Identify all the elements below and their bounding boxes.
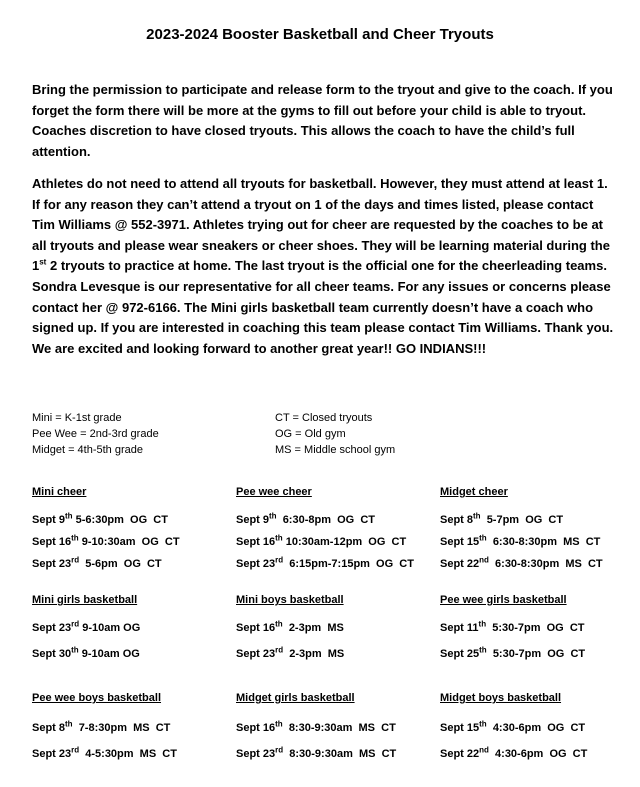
schedule-date-suffix: rd (71, 619, 80, 629)
legend-item: Mini = K-1st grade (32, 412, 122, 424)
schedule-time-location: 6:15pm-7:15pm OG CT (283, 558, 414, 570)
schedule-title: Midget girls basketball (236, 692, 355, 704)
schedule-date: Sept 25 (440, 648, 480, 660)
schedule-date-suffix: th (275, 619, 283, 629)
schedule-row (440, 511, 564, 526)
page-title: 2023-2024 Booster Basketball and Cheer Tryouts (146, 26, 494, 43)
schedule-date: Sept 23 (236, 558, 276, 570)
schedule-title: Mini boys basketball (236, 594, 344, 606)
schedule-row (440, 745, 588, 760)
schedule-date-suffix: th (65, 719, 73, 729)
schedule-time-location: 6:30-8:30pm MS CT (488, 558, 603, 570)
schedule-pee-wee-girls-basketball (440, 594, 640, 660)
schedule-date: Sept 15 (440, 722, 480, 734)
schedule-date-suffix: th (275, 533, 283, 543)
schedule-time-location: 8:30-9:30am MS CT (282, 722, 396, 734)
schedule-date-suffix: th (479, 645, 487, 655)
schedule-date: Sept 16 (236, 536, 276, 548)
schedule-time-location: 8:30-9:30am MS CT (283, 748, 397, 760)
schedule-date: Sept 8 (440, 514, 474, 526)
schedule-row (236, 511, 375, 526)
schedule-time-location: 2-3pm MS (283, 648, 345, 660)
schedule-mini-boys-basketball (236, 594, 436, 660)
schedule-date: Sept 8 (32, 722, 66, 734)
schedule-row (236, 555, 414, 570)
schedule-date-suffix: th (71, 645, 79, 655)
schedule-mini-girls-basketball (32, 594, 232, 660)
schedule-pee-wee-cheer (236, 486, 436, 570)
schedule-row (440, 619, 585, 634)
schedule-title: Pee wee girls basketball (440, 594, 567, 606)
schedule-title: Midget boys basketball (440, 692, 562, 704)
schedule-date: Sept 23 (236, 748, 276, 760)
schedule-time-location: 5:30-7pm OG CT (486, 622, 585, 634)
schedule-title: Midget cheer (440, 486, 508, 498)
schedule-row (32, 533, 180, 548)
schedule-date-suffix: th (473, 511, 481, 521)
schedule-time-location: 4-5:30pm MS CT (79, 748, 177, 760)
schedule-date: Sept 22 (440, 748, 480, 760)
schedule-date-suffix: rd (275, 745, 284, 755)
schedule-title: Mini cheer (32, 486, 87, 498)
schedule-time-location: 5-6:30pm OG CT (72, 514, 168, 526)
schedule-row (236, 645, 345, 660)
schedule-date: Sept 23 (32, 622, 72, 634)
schedule-time-location: 5-7pm OG CT (480, 514, 564, 526)
schedule-time-location: 7-8:30pm MS CT (72, 722, 171, 734)
schedule-row (32, 745, 177, 760)
schedule-midget-girls-basketball (236, 692, 436, 760)
legend-item: MS = Middle school gym (275, 444, 396, 456)
schedule-date: Sept 23 (32, 748, 72, 760)
schedule-time-location: 9-10:30am OG CT (78, 536, 180, 548)
schedule-row (440, 555, 603, 570)
schedule-date-suffix: th (269, 511, 277, 521)
paragraph-attendance (32, 174, 616, 359)
schedule-date: Sept 16 (32, 536, 72, 548)
schedule-mini-cheer (32, 486, 232, 570)
schedule-date-suffix: nd (479, 555, 489, 565)
schedule-title: Pee wee cheer (236, 486, 312, 498)
schedule-date-suffix: th (71, 533, 79, 543)
schedule-date: Sept 9 (32, 514, 66, 526)
schedule-midget-cheer (440, 486, 640, 570)
schedule-time-location: 10:30am-12pm OG CT (282, 536, 407, 548)
schedule-date-suffix: th (65, 511, 73, 521)
schedule-title: Pee wee boys basketball (32, 692, 162, 704)
schedule-row (440, 719, 586, 734)
schedule-time-location: 5:30-7pm OG CT (486, 648, 586, 660)
schedule-time-location: 6:30-8pm OG CT (276, 514, 375, 526)
schedule-row (236, 719, 396, 734)
legend-abbreviations (275, 410, 395, 458)
schedule-time-location: 9-10am OG (78, 648, 140, 660)
schedule-date: Sept 16 (236, 622, 276, 634)
legend-item: OG = Old gym (275, 428, 346, 440)
schedule-row (32, 645, 140, 660)
schedule-row (236, 619, 344, 634)
schedule-date-suffix: th (479, 719, 487, 729)
schedule-date-suffix: rd (275, 555, 284, 565)
schedule-date-suffix: nd (479, 745, 489, 755)
schedule-time-location: 2-3pm MS (282, 622, 344, 634)
legend-item: Pee Wee = 2nd-3rd grade (32, 428, 159, 440)
schedule-date: Sept 23 (236, 648, 276, 660)
schedule-date-suffix: th (478, 619, 487, 629)
schedule-row (32, 555, 162, 570)
schedule-date: Sept 11 (440, 622, 479, 634)
schedule-date: Sept 9 (236, 514, 270, 526)
schedule-date: Sept 30 (32, 648, 72, 660)
paragraph-attendance-sup: st (39, 258, 47, 268)
schedule-date-suffix: th (275, 719, 283, 729)
schedule-date-suffix: rd (71, 555, 80, 565)
paragraph-permission-form: Bring the permission to participate and release form to the tryout and give to the coach. If you forget the form there will be more at the gyms to fill out before your child is able to tryout. Coaches discretion to have closed tryouts. This allows the coach to have the child’s full attention. (32, 82, 613, 159)
paragraph-attendance-after: 2 tryouts to practice at home. The last tryout is the official one for the cheerleading teams. Sondra Levesque is our representative for all cheer teams. For any issues or concerns please contact her @ 972-6166. The Mini girls basketball team currently doesn’t have a coach who signed up. If you are interested in coaching this team please contact Tim Williams. Thank you. We are excited and looking forward to another great year!! GO INDIANS!!! (32, 258, 614, 356)
schedule-row (440, 533, 601, 548)
schedule-time-location: 5-6pm OG CT (79, 558, 162, 570)
legend-item: Midget = 4th-5th grade (32, 444, 143, 456)
schedule-time-location: 9-10am OG (79, 622, 141, 634)
legend-grades (32, 410, 159, 458)
schedule-row (440, 645, 586, 660)
schedule-title: Mini girls basketball (32, 594, 138, 606)
schedule-time-location: 6:30-8:30pm MS CT (486, 536, 601, 548)
schedule-date-suffix: th (479, 533, 487, 543)
schedule-date: Sept 23 (32, 558, 72, 570)
schedule-date-suffix: rd (71, 745, 80, 755)
schedule-pee-wee-boys-basketball (32, 692, 232, 760)
schedule-date: Sept 16 (236, 722, 276, 734)
legend-item: CT = Closed tryouts (275, 412, 373, 424)
schedule-row (32, 511, 168, 526)
schedule-date: Sept 15 (440, 536, 480, 548)
schedule-time-location: 4:30-6pm OG CT (488, 748, 588, 760)
schedule-row (32, 619, 141, 634)
schedule-midget-boys-basketball (440, 692, 640, 760)
schedule-date: Sept 22 (440, 558, 480, 570)
schedule-row (236, 533, 407, 548)
schedule-row (32, 719, 171, 734)
schedule-date-suffix: rd (275, 645, 284, 655)
schedule-time-location: 4:30-6pm OG CT (486, 722, 586, 734)
paragraph-attendance-before: Athletes do not need to attend all tryouts for basketball. However, they must attend at least 1. If for any reason they can’t attend a tryout on 1 of the days and times listed, please contact Tim Williams @ 552-3971. Athletes trying out for cheer are requested by the coaches to be at all tryouts and please wear sneakers or cheer shoes. They will be learning material during the 1 (32, 176, 610, 274)
schedule-row (236, 745, 397, 760)
